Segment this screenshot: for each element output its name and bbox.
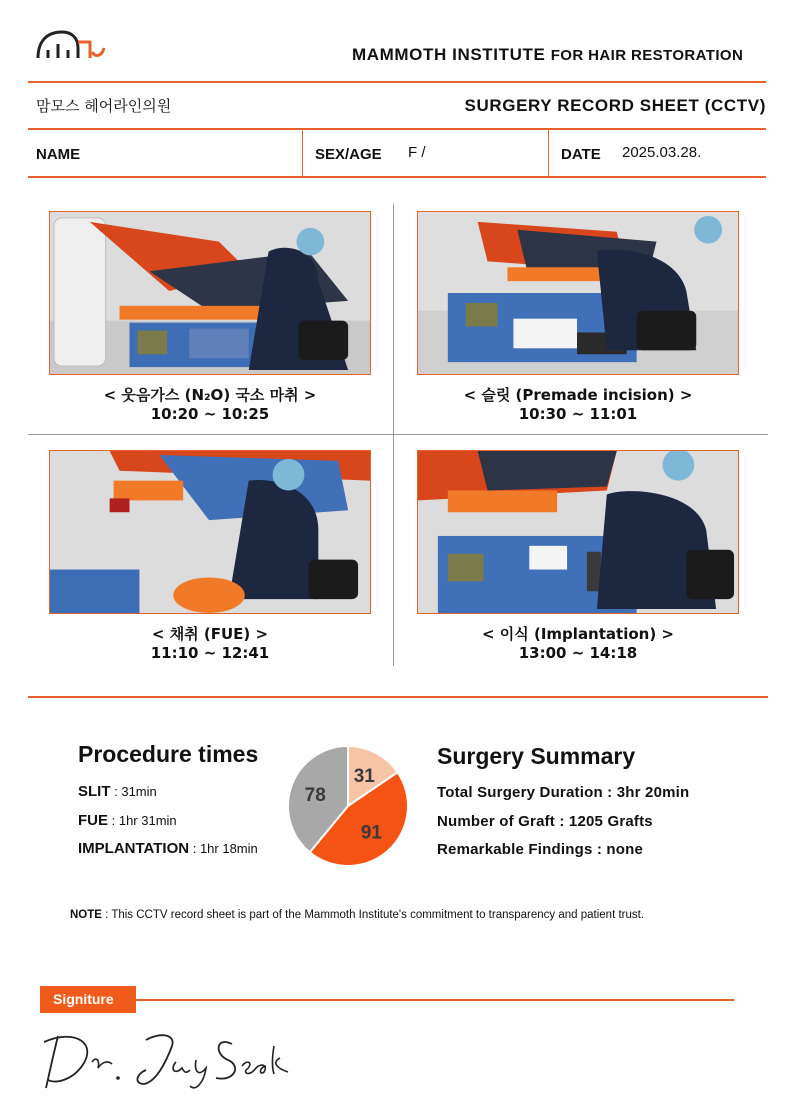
clinic-name: 맘모스 헤어라인의원 [36, 97, 172, 115]
pie-data-label: 78 [304, 785, 326, 807]
name-label: NAME [36, 146, 81, 163]
cctv-photo-implantation [417, 450, 739, 614]
summary-row: Total Surgery Duration : 3hr 20min [437, 784, 690, 801]
summary-row: Remarkable Findings : none [437, 841, 644, 858]
step-time: 10:30 ~ 11:01 [518, 405, 638, 423]
grid-divider-horizontal [28, 434, 768, 435]
divider [28, 696, 768, 698]
summary-row: Number of Graft : 1205 Grafts [437, 813, 653, 830]
signature-badge: Signiture [40, 986, 136, 1013]
procedure-times-title: Procedure times [78, 741, 259, 767]
field-separator [302, 129, 303, 176]
cctv-photo-anesthesia [49, 211, 371, 375]
handwritten-signature-icon [36, 1022, 306, 1092]
step-time: 11:10 ~ 12:41 [150, 644, 270, 662]
step-title: < 이식 (Implantation) > [482, 625, 674, 643]
cctv-photo-fue [49, 450, 371, 614]
signature [36, 1022, 306, 1092]
divider [28, 81, 766, 83]
procedure-time-row: IMPLANTATION : 1hr 18min [78, 840, 258, 857]
step-caption [30, 386, 390, 424]
date-label: DATE [561, 146, 601, 163]
divider [28, 128, 766, 130]
step-title: < 슬릿 (Premade incision) > [463, 386, 693, 404]
divider [28, 176, 766, 178]
step-caption [30, 625, 390, 663]
step-time: 13:00 ~ 14:18 [518, 644, 638, 662]
step-title: < 웃음가스 (N₂O) 국소 마취 > [103, 386, 317, 404]
mammoth-logo-icon [34, 26, 106, 66]
step-caption [398, 386, 758, 424]
step-time: 10:20 ~ 10:25 [150, 405, 270, 423]
field-separator [548, 129, 549, 176]
grid-divider-vertical [393, 204, 394, 666]
pie-data-label: 31 [353, 766, 375, 788]
signature-line [136, 999, 734, 1001]
step-caption [398, 625, 758, 663]
procedure-times-pie-chart [287, 745, 409, 867]
surgery-summary-title: Surgery Summary [437, 743, 636, 769]
document-title: SURGERY RECORD SHEET (CCTV) [464, 96, 766, 115]
sexage-label: SEX/AGE [315, 146, 382, 163]
cctv-photo-slit [417, 211, 739, 375]
sexage-value: F / [408, 144, 426, 161]
brand-name: MAMMOTH INSTITUTE FOR HAIR RESTORATION [352, 45, 744, 64]
pie-data-label: 91 [360, 822, 382, 844]
note: NOTE : This CCTV record sheet is part of the Mammoth Institute's commitment to transparency and patient trust. [70, 909, 645, 921]
date-value: 2025.03.28. [622, 144, 702, 161]
step-title: < 채취 (FUE) > [151, 625, 269, 643]
procedure-time-row: FUE : 1hr 31min [78, 812, 177, 829]
procedure-time-row: SLIT : 31min [78, 783, 157, 800]
